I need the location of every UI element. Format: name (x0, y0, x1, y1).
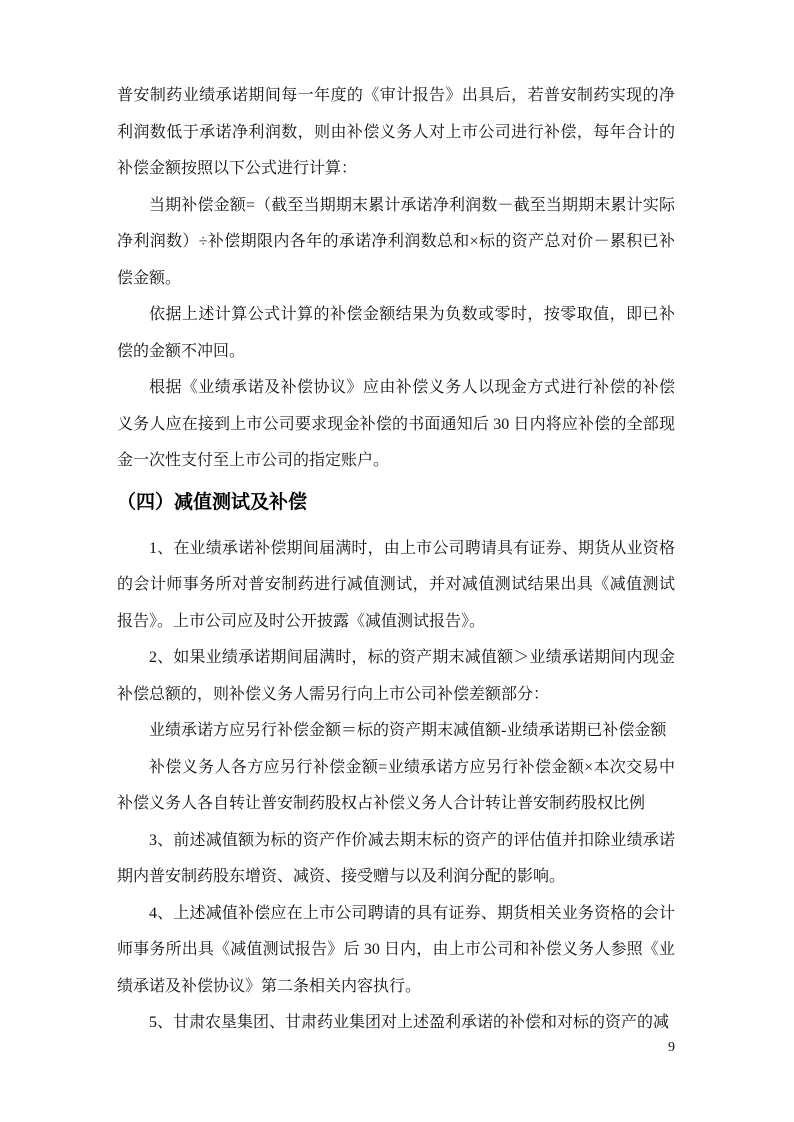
section-heading-impairment-test: （四）减值测试及补偿 (117, 491, 308, 513)
paragraph-zero-rule: 依据上述计算公式计算的补偿金额结果为负数或零时，按零取值，即已补偿的金额不冲回。 (117, 306, 675, 360)
paragraph-item-3: 3、前述减值额为标的资产作价减去期末标的资产的评估值并扣除业绩承诺期内普安制药股东增资、减资、接受赠与以及利润分配的影响。 (117, 831, 675, 885)
paragraph-intro: 普安制药业绩承诺期间每一年度的《审计报告》出具后，若普安制药实现的净利润数低于承诺净利润数，则由补偿义务人对上市公司进行补偿，每年合计的补偿金额按照以下公式进行计算： (117, 87, 675, 177)
paragraph-item-1: 1、在业绩承诺补偿期间届满时，由上市公司聘请具有证券、期货从业资格的会计师事务所对普安制药进行减值测试，并对减值测试结果出具《减值测试报告》。上市公司应及时公开披露《减值测试报告》。 (117, 539, 675, 630)
paragraph-item-4: 4、上述减值补偿应在上市公司聘请的具有证券、期货相关业务资格的会计师事务所出具《减值测试报告》后 30 日内，由上市公司和补偿义务人参照《业绩承诺及补偿协议》第二条相关内容执行。 (117, 904, 675, 995)
page-number: 9 (668, 1040, 675, 1055)
paragraph-item-2: 2、如果业绩承诺期间届满时，标的资产期末减值额＞业绩承诺期间内现金补偿总额的，则补偿义务人需另行向上市公司补偿差额部分： (117, 649, 675, 703)
paragraph-formula-current-compensation: 当期补偿金额=（截至当期期末累计承诺净利润数－截至当期期末累计实际净利润数）÷补偿期限内各年的承诺净利润数总和×标的资产总对价－累积已补偿金额。 (117, 196, 675, 287)
formula-each-party-compensation: 补偿义务人各方应另行补偿金额=业绩承诺方应另行补偿金额×本次交易中补偿义务人各自转让普安制药股权占补偿义务人合计转让普安制药股权比例 (117, 758, 675, 812)
paragraph-cash-payment: 根据《业绩承诺及补偿协议》应由补偿义务人以现金方式进行补偿的补偿义务人应在接到上市公司要求现金补偿的书面通知后 30 日内将应补偿的全部现金一次性支付至上市公司的指定账户。 (117, 379, 675, 469)
formula-additional-compensation: 业绩承诺方应另行补偿金额＝标的资产期末减值额-业绩承诺期已补偿金额 (149, 722, 667, 739)
document-body (117, 78, 675, 1042)
paragraph-item-5-partial: 5、甘肃农垦集团、甘肃药业集团对上述盈利承诺的补偿和对标的资产的减 (149, 1014, 670, 1031)
page-footer (117, 1039, 675, 1057)
